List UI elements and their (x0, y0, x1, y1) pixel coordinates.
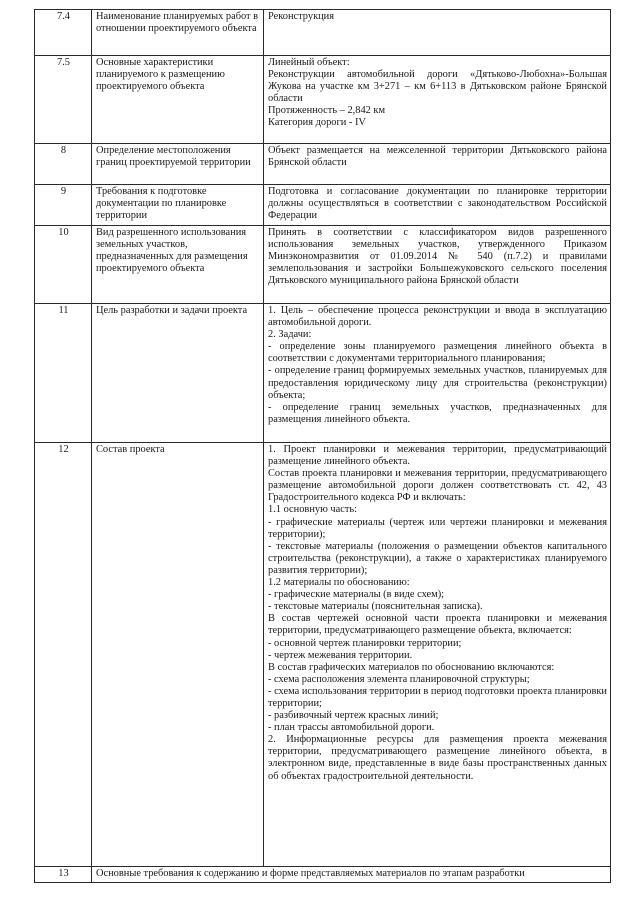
row-value-line: В состав графических материалов по обоснованию включаются: (268, 661, 555, 673)
row-value-line: - определение границ земельных участков, предназначенных для размещения линейного объекта. (268, 401, 607, 425)
row-number: 13 (35, 867, 92, 883)
row-value-line: 1. Проект планировки и межевания территории, предусматривающий размещение линейного объекта. (268, 444, 607, 468)
row-value-line: - текстовые материалы (положения о размещении объектов капитального строительства (реконструкции), а также о характеристиках планируемого развития территории); (268, 540, 607, 576)
table-row (35, 56, 611, 144)
row-value-line: Реконструкция (268, 11, 335, 22)
row-value-line: Объект размещается на межселенной территории Дятьковского района Брянской области (268, 145, 607, 169)
row-name: Состав проекта (92, 443, 264, 867)
row-number: 11 (35, 304, 92, 443)
row-value (264, 443, 611, 867)
row-name: Требования к подготовке документации по планировке территории (92, 185, 264, 226)
row-name: Вид разрешенного использования земельных участков, предназначенных для размещения проектируемого объекта (92, 226, 264, 304)
row-value-line: Линейный объект: (268, 57, 350, 68)
table-row (35, 867, 611, 883)
row-value-line: Категория дороги - IV (268, 117, 366, 129)
row-number: 7.4 (35, 10, 92, 56)
row-value-line: - чертеж межевания территории. (268, 649, 413, 661)
table-row (35, 185, 611, 226)
row-value-line: Подготовка и согласование документации по планировке территории должны осуществляться в соответствии с законодательством Российской Федерации (268, 186, 607, 222)
row-value-line: Принять в соответствии с классификатором видов разрешенного использования земельных участков, утвержденного Приказом Минэкономразвития от 01.09.2014 № 540 (п.7.2) и правилами землепользования и застройки Большежуковского сельского поселения Дятьковского муниципального района Брянской области (268, 227, 607, 287)
row-value-line: - графические материалы (чертеж или чертежи планировки и межевания территории); (268, 516, 607, 540)
row-value-line: - графические материалы (в виде схем); (268, 589, 445, 601)
row-value-line: - определение зоны планируемого размещения линейного объекта в соответствии с документами территориального планирования; (268, 341, 607, 365)
row-value (264, 10, 611, 56)
row-value-line: Реконструкции автомобильной дороги «Дятьково-Любохна»-Большая Жукова на участке км 3+271 – км 6+113 в Дятьковском районе Брянской области (268, 69, 607, 105)
table-row (35, 226, 611, 304)
row-value (264, 144, 611, 185)
row-value-line: - определение границ формируемых земельных участков, планируемых для предоставления юридическому лицу для строительства (реконструкции) объекта; (268, 365, 607, 401)
row-value-line: 2. Задачи: (268, 329, 312, 341)
row-value-line: Протяженность – 2,842 км (268, 105, 386, 117)
row-value-line: 1.2 материалы по обоснованию: (268, 577, 410, 589)
row-value-line: - текстовые материалы (пояснительная записка). (268, 601, 483, 613)
table-row (35, 144, 611, 185)
row-value-line: - разбивочный чертеж красных линий; (268, 710, 439, 722)
row-number: 7.5 (35, 56, 92, 144)
table-row (35, 304, 611, 443)
table-row (35, 443, 611, 867)
row-number: 8 (35, 144, 92, 185)
row-number: 12 (35, 443, 92, 867)
row-name: Наименование планируемых работ в отношении проектируемого объекта (92, 10, 264, 56)
row-value-line: В состав чертежей основной части проекта планировки и межевания территории, предусматривающего размещение объекта, включается: (268, 613, 607, 637)
row-number: 9 (35, 185, 92, 226)
row-value (264, 304, 611, 443)
row-name: Цель разработки и задачи проекта (92, 304, 264, 443)
row-value-line: 1.1 основную часть: (268, 504, 358, 516)
row-number: 10 (35, 226, 92, 304)
row-value-line: - план трассы автомобильной дороги. (268, 722, 435, 734)
row-value-line: - основной чертеж планировки территории; (268, 637, 462, 649)
row-value-line: - схема расположения элемента планировочной структуры; (268, 673, 530, 685)
row-value-line: 1. Цель – обеспечение процесса реконструкции и ввода в эксплуатацию автомобильной дороги. (268, 305, 607, 329)
row-value (264, 185, 611, 226)
row-value (264, 226, 611, 304)
row-name: Определение местоположения границ проектируемой территории (92, 144, 264, 185)
requirements-table (34, 9, 611, 883)
row-value-line: - схема использования территории в период подготовки проекта планировки территории; (268, 685, 607, 709)
row-value-line: 2. Информационные ресурсы для размещения проекта межевания территории, предусматривающего размещение линейного объекта, в электронном виде, представленные в виде базы пространственных данных об объектах градостроительной деятельности. (268, 734, 607, 782)
row-full-text: Основные требования к содержанию и форме представляемых материалов по этапам разработки (92, 867, 611, 883)
table-row (35, 10, 611, 56)
row-value-line: Состав проекта планировки и межевания территории, предусматривающего размещение автомобильной дороги должен соответствовать ст. 42, 43 Градостроительного кодекса РФ и включать: (268, 468, 607, 504)
row-value (264, 56, 611, 144)
row-name: Основные характеристики планируемого к размещению проектируемого объекта (92, 56, 264, 144)
